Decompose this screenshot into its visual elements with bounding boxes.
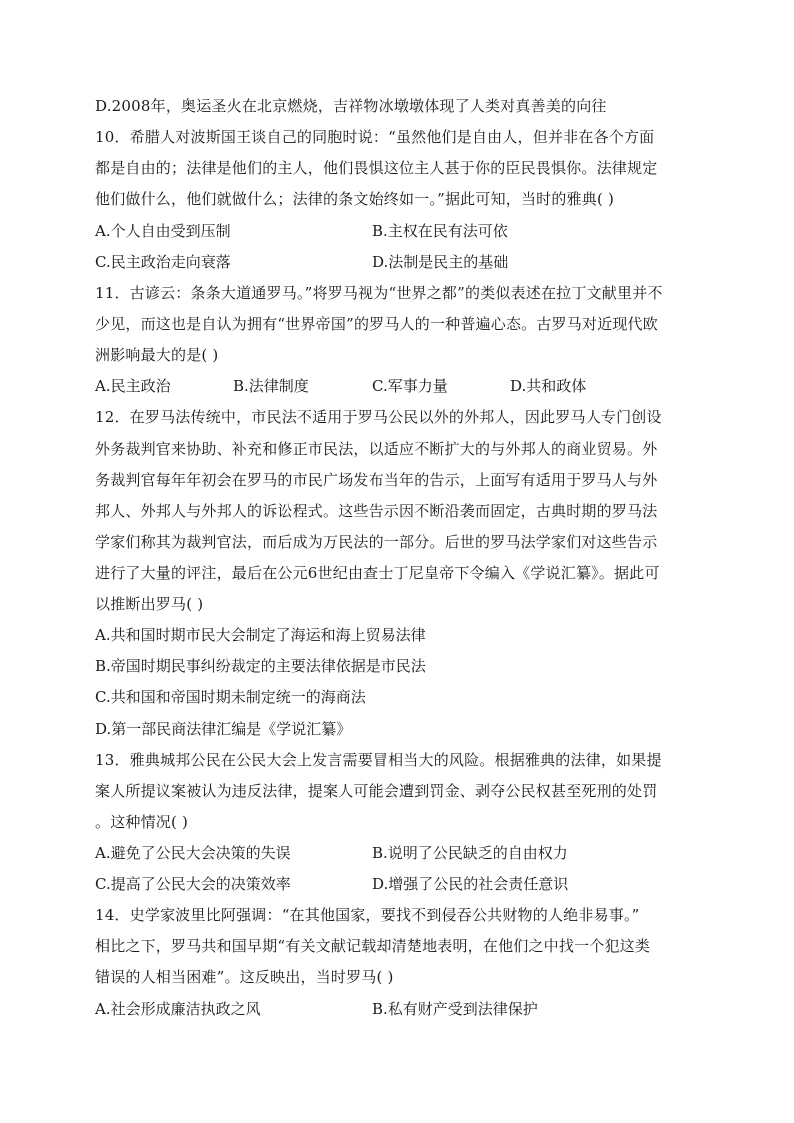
q10-option-a: A.个人自由受到压制 [95, 222, 231, 240]
q9-option-d: D.2008年，奥运圣火在北京燃烧，吉祥物冰墩墩体现了人类对真善美的向往 [95, 97, 607, 115]
q12-stem-line: 12．在罗马法传统中，市民法不适用于罗马公民以外的外邦人，因此罗马人专门创设 [95, 408, 662, 426]
q13-stem-line: 案人所提议案被认为违反法律，提案人可能会遭到罚金、剥夺公民权甚至死刑的处罚 [95, 782, 658, 800]
q11-option-a: A.民主政治 [95, 377, 171, 395]
q12-stem-line: 以推断出罗马( ) [95, 595, 204, 613]
q13-option-b: B.说明了公民缺乏的自由权力 [372, 844, 568, 862]
q11-option-c: C.军事力量 [372, 377, 448, 395]
q13-option-c: C.提高了公民大会的决策效率 [95, 875, 291, 893]
q12-option-c: C.共和国和帝国时期未制定统一的海商法 [95, 688, 366, 706]
q13-option-d: D.增强了公民的社会责任意识 [372, 875, 569, 893]
q11-option-d: D.共和政体 [510, 377, 587, 395]
q14-stem-line: 相比之下，罗马共和国早期“有关文献记载却清楚地表明，在他们之中找一个犯这类 [95, 937, 651, 955]
q11-option-b: B.法律制度 [233, 377, 309, 395]
q13-stem-line: 13．雅典城邦公民在公民大会上发言需要冒相当大的风险。根据雅典的法律，如果提 [95, 751, 662, 769]
q12-stem-line: 外务裁判官来协助、补充和修正市民法，以适应不断扩大的与外邦人的商业贸易。外 [95, 440, 658, 458]
q14-option-b: B.私有财产受到法律保护 [372, 1000, 538, 1018]
q14-option-a: A.社会形成廉洁执政之风 [95, 1000, 261, 1018]
q11-stem-line: 少见，而这也是自认为拥有“世界帝国”的罗马人的一种普遍心态。古罗马对近现代欧 [95, 315, 658, 333]
q12-option-b: B.帝国时期民事纠纷裁定的主要法律依据是市民法 [95, 657, 426, 675]
q12-option-a: A.共和国时期市民大会制定了海运和海上贸易法律 [95, 626, 426, 644]
q12-stem-line: 学家们称其为裁判官法，而后成为万民法的一部分。后世的罗马法学家们对这些告示 [95, 533, 658, 551]
q14-stem-line: 14．史学家波里比阿强调：“在其他国家，要找不到侵吞公共财物的人绝非易事。” [95, 906, 640, 924]
q12-stem-line: 进行了大量的评注，最后在公元6世纪由查士丁尼皇帝下令编入《学说汇纂》。据此可 [95, 564, 660, 582]
q14-stem-line: 错误的人相当困难”。这反映出，当时罗马( ) [95, 968, 394, 986]
q10-option-c: C.民主政治走向衰落 [95, 253, 231, 271]
q10-stem-line: 10．希腊人对波斯国王谈自己的同胞时说：“虽然他们是自由人，但并非在各个方面 [95, 128, 655, 146]
q13-option-a: A.避免了公民大会决策的失误 [95, 844, 291, 862]
q10-option-b: B.主权在民有法可依 [372, 222, 508, 240]
q12-stem-line: 务裁判官每年年初会在罗马的市民广场发布当年的告示，上面写有适用于罗马人与外 [95, 471, 658, 489]
q11-stem-line: 洲影响最大的是( ) [95, 346, 219, 364]
q12-option-d: D.第一部民商法律汇编是《学说汇纂》 [95, 720, 352, 738]
q12-stem-line: 邦人、外邦人与外邦人的诉讼程式。这些告示因不断沿袭而固定，古典时期的罗马法 [95, 502, 658, 520]
q10-option-d: D.法制是民主的基础 [372, 253, 509, 271]
q11-stem-line: 11．古谚云：条条大道通罗马。”将罗马视为“世界之都”的类似表述在拉丁文献里并不 [95, 284, 663, 302]
q13-stem-line: 。这种情况( ) [95, 813, 189, 831]
q10-stem-line: 都是自由的；法律是他们的主人，他们畏惧这位主人甚于你的臣民畏惧你。法律规定 [95, 159, 658, 177]
q10-stem-line: 他们做什么，他们就做什么；法律的条文始终如一。”据此可知，当时的雅典( ) [95, 190, 615, 208]
